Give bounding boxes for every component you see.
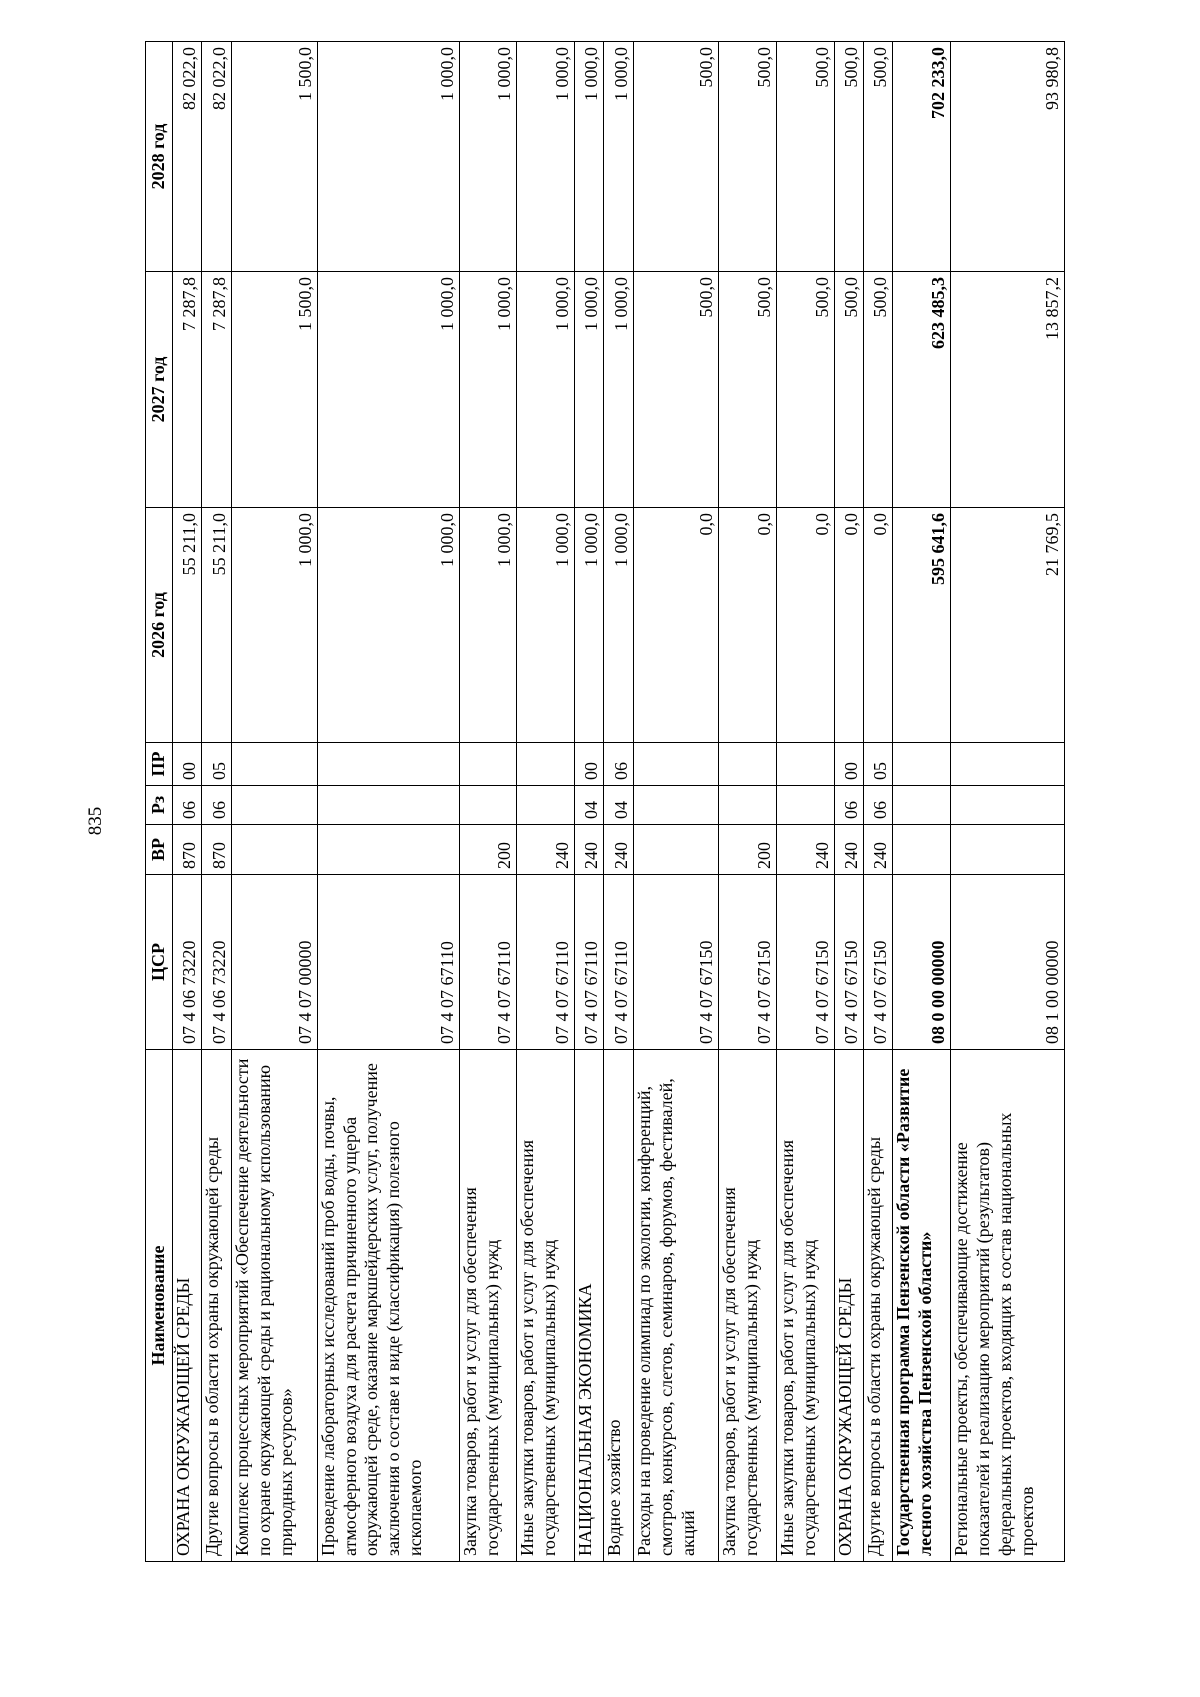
cell-csr: 07 4 07 67150 xyxy=(863,875,892,1050)
cell-y2027: 7 287,8 xyxy=(173,272,202,508)
cell-y2026: 1 000,0 xyxy=(604,508,633,743)
cell-vr: 240 xyxy=(517,825,575,875)
cell-name: Комплекс процессных мероприятий «Обеспечение деятельности по охране окружающей среды и рациональному использованию природных ресурсов» xyxy=(231,1050,317,1562)
cell-csr: 07 4 06 73220 xyxy=(202,875,231,1050)
table-row xyxy=(574,42,603,1562)
header-name: Наименование xyxy=(146,1050,173,1562)
cell-csr: 07 4 07 67110 xyxy=(459,875,517,1050)
header-2028: 2028 год xyxy=(146,42,173,272)
cell-csr: 07 4 06 73220 xyxy=(173,875,202,1050)
cell-name: Государственная программа Пензенской области «Развитие лесного хозяйства Пензенской области» xyxy=(893,1050,951,1562)
cell-name: Проведение лабораторных исследований проб воды, почвы, атмосферного воздуха для расчета причиненного ущерба окружающей среде, оказание маркшейдерских услуг, получение заключения о составе и виде (классификация) полезного ископаемого xyxy=(317,1050,459,1562)
table-row xyxy=(834,42,863,1562)
cell-pr xyxy=(893,743,951,786)
table-row xyxy=(776,42,834,1562)
cell-y2026: 0,0 xyxy=(633,508,719,743)
cell-vr: 240 xyxy=(604,825,633,875)
cell-y2027: 1 000,0 xyxy=(517,272,575,508)
cell-name: ОХРАНА ОКРУЖАЮЩЕЙ СРЕДЫ xyxy=(173,1050,202,1562)
cell-name: Закупка товаров, работ и услуг для обеспечения государственных (муниципальных) нужд xyxy=(719,1050,777,1562)
budget-table xyxy=(145,41,1065,1562)
table-row xyxy=(317,42,459,1562)
cell-rz: 04 xyxy=(604,786,633,825)
cell-y2026: 1 000,0 xyxy=(231,508,317,743)
cell-vr: 240 xyxy=(574,825,603,875)
cell-pr: 00 xyxy=(834,743,863,786)
cell-y2028: 500,0 xyxy=(776,42,834,272)
cell-name: Региональные проекты, обеспечивающие достижение показателей и реализацию мероприятий (результатов) федеральных проектов, входящих в состав национальных проектов xyxy=(950,1050,1064,1562)
table-row xyxy=(517,42,575,1562)
cell-y2027: 1 000,0 xyxy=(317,272,459,508)
header-2027: 2027 год xyxy=(146,272,173,508)
cell-vr xyxy=(893,825,951,875)
cell-pr xyxy=(633,743,719,786)
rotated-page-content xyxy=(145,42,1065,1562)
cell-y2026: 0,0 xyxy=(719,508,777,743)
cell-csr: 08 0 00 00000 xyxy=(893,875,951,1050)
cell-rz: 06 xyxy=(834,786,863,825)
cell-rz xyxy=(517,786,575,825)
cell-csr: 07 4 07 67150 xyxy=(834,875,863,1050)
cell-y2027: 500,0 xyxy=(834,272,863,508)
cell-y2027: 623 485,3 xyxy=(893,272,951,508)
cell-y2026: 0,0 xyxy=(834,508,863,743)
cell-y2028: 1 000,0 xyxy=(574,42,603,272)
cell-rz xyxy=(317,786,459,825)
cell-y2027: 1 000,0 xyxy=(604,272,633,508)
cell-y2028: 500,0 xyxy=(633,42,719,272)
cell-pr xyxy=(317,743,459,786)
cell-y2026: 1 000,0 xyxy=(574,508,603,743)
cell-vr: 240 xyxy=(834,825,863,875)
cell-rz xyxy=(719,786,777,825)
cell-csr: 07 4 07 67110 xyxy=(574,875,603,1050)
cell-y2027: 500,0 xyxy=(863,272,892,508)
table-row xyxy=(604,42,633,1562)
cell-y2028: 702 233,0 xyxy=(893,42,951,272)
cell-y2028: 1 500,0 xyxy=(231,42,317,272)
cell-name: Иные закупки товаров, работ и услуг для обеспечения государственных (муниципальных) нужд xyxy=(517,1050,575,1562)
table-row xyxy=(202,42,231,1562)
cell-rz xyxy=(893,786,951,825)
cell-y2027: 500,0 xyxy=(719,272,777,508)
cell-pr: 05 xyxy=(202,743,231,786)
cell-y2026: 0,0 xyxy=(863,508,892,743)
cell-vr xyxy=(317,825,459,875)
cell-rz: 06 xyxy=(863,786,892,825)
cell-y2028: 1 000,0 xyxy=(604,42,633,272)
cell-y2028: 500,0 xyxy=(834,42,863,272)
table-row xyxy=(950,42,1064,1562)
cell-csr: 07 4 07 67110 xyxy=(604,875,633,1050)
cell-name: Расходы на проведение олимпиад по экологии, конференций, смотров, конкурсов, слетов, семинаров, форумов, фестивалей, акций xyxy=(633,1050,719,1562)
cell-y2028: 93 980,8 xyxy=(950,42,1064,272)
cell-y2026: 21 769,5 xyxy=(950,508,1064,743)
cell-pr xyxy=(231,743,317,786)
cell-rz xyxy=(459,786,517,825)
cell-vr xyxy=(231,825,317,875)
header-2026: 2026 год xyxy=(146,508,173,743)
cell-csr: 07 4 07 00000 xyxy=(231,875,317,1050)
cell-y2027: 1 000,0 xyxy=(574,272,603,508)
cell-vr: 200 xyxy=(459,825,517,875)
cell-rz: 04 xyxy=(574,786,603,825)
cell-vr: 200 xyxy=(719,825,777,875)
cell-y2028: 500,0 xyxy=(719,42,777,272)
cell-vr: 870 xyxy=(202,825,231,875)
cell-rz xyxy=(633,786,719,825)
cell-rz: 06 xyxy=(202,786,231,825)
cell-y2026: 55 211,0 xyxy=(202,508,231,743)
cell-y2028: 500,0 xyxy=(863,42,892,272)
cell-y2027: 13 857,2 xyxy=(950,272,1064,508)
cell-y2026: 0,0 xyxy=(776,508,834,743)
cell-name: НАЦИОНАЛЬНАЯ ЭКОНОМИКА xyxy=(574,1050,603,1562)
cell-y2026: 55 211,0 xyxy=(173,508,202,743)
cell-csr: 07 4 07 67110 xyxy=(517,875,575,1050)
table-row xyxy=(231,42,317,1562)
cell-vr: 870 xyxy=(173,825,202,875)
cell-vr: 240 xyxy=(776,825,834,875)
table-row xyxy=(459,42,517,1562)
cell-csr: 07 4 07 67150 xyxy=(719,875,777,1050)
table-body xyxy=(173,42,1065,1562)
cell-y2028: 82 022,0 xyxy=(173,42,202,272)
cell-name: Водное хозяйство xyxy=(604,1050,633,1562)
cell-pr xyxy=(950,743,1064,786)
cell-name: ОХРАНА ОКРУЖАЮЩЕЙ СРЕДЫ xyxy=(834,1050,863,1562)
cell-y2027: 500,0 xyxy=(633,272,719,508)
table-row xyxy=(173,42,202,1562)
cell-vr xyxy=(633,825,719,875)
cell-csr: 07 4 07 67150 xyxy=(776,875,834,1050)
cell-y2027: 500,0 xyxy=(776,272,834,508)
cell-name: Другие вопросы в области охраны окружающей среды xyxy=(863,1050,892,1562)
cell-vr xyxy=(950,825,1064,875)
cell-pr xyxy=(517,743,575,786)
cell-rz: 06 xyxy=(173,786,202,825)
cell-y2028: 1 000,0 xyxy=(459,42,517,272)
cell-y2026: 1 000,0 xyxy=(459,508,517,743)
cell-y2027: 7 287,8 xyxy=(202,272,231,508)
header-pr: ПР xyxy=(146,743,173,786)
table-row xyxy=(863,42,892,1562)
header-rz: Рз xyxy=(146,786,173,825)
cell-y2026: 1 000,0 xyxy=(517,508,575,743)
cell-rz xyxy=(950,786,1064,825)
cell-y2027: 1 500,0 xyxy=(231,272,317,508)
cell-pr: 00 xyxy=(173,743,202,786)
page-number: 835 xyxy=(85,806,106,836)
cell-name: Другие вопросы в области охраны окружающей среды xyxy=(202,1050,231,1562)
cell-rz xyxy=(231,786,317,825)
cell-pr xyxy=(776,743,834,786)
cell-rz xyxy=(776,786,834,825)
cell-y2027: 1 000,0 xyxy=(459,272,517,508)
cell-pr xyxy=(719,743,777,786)
cell-y2026: 1 000,0 xyxy=(317,508,459,743)
table-row xyxy=(893,42,951,1562)
table-row xyxy=(719,42,777,1562)
header-vr: ВР xyxy=(146,825,173,875)
cell-pr: 00 xyxy=(574,743,603,786)
cell-csr: 07 4 07 67110 xyxy=(317,875,459,1050)
cell-pr xyxy=(459,743,517,786)
cell-csr: 08 1 00 00000 xyxy=(950,875,1064,1050)
header-csr: ЦСР xyxy=(146,875,173,1050)
cell-name: Закупка товаров, работ и услуг для обеспечения государственных (муниципальных) нужд xyxy=(459,1050,517,1562)
cell-y2028: 1 000,0 xyxy=(517,42,575,272)
table-header-row xyxy=(146,42,173,1562)
cell-y2028: 1 000,0 xyxy=(317,42,459,272)
cell-vr: 240 xyxy=(863,825,892,875)
cell-name: Иные закупки товаров, работ и услуг для обеспечения государственных (муниципальных) нужд xyxy=(776,1050,834,1562)
table-row xyxy=(633,42,719,1562)
cell-y2026: 595 641,6 xyxy=(893,508,951,743)
cell-pr: 05 xyxy=(863,743,892,786)
cell-pr: 06 xyxy=(604,743,633,786)
cell-csr: 07 4 07 67150 xyxy=(633,875,719,1050)
cell-y2028: 82 022,0 xyxy=(202,42,231,272)
